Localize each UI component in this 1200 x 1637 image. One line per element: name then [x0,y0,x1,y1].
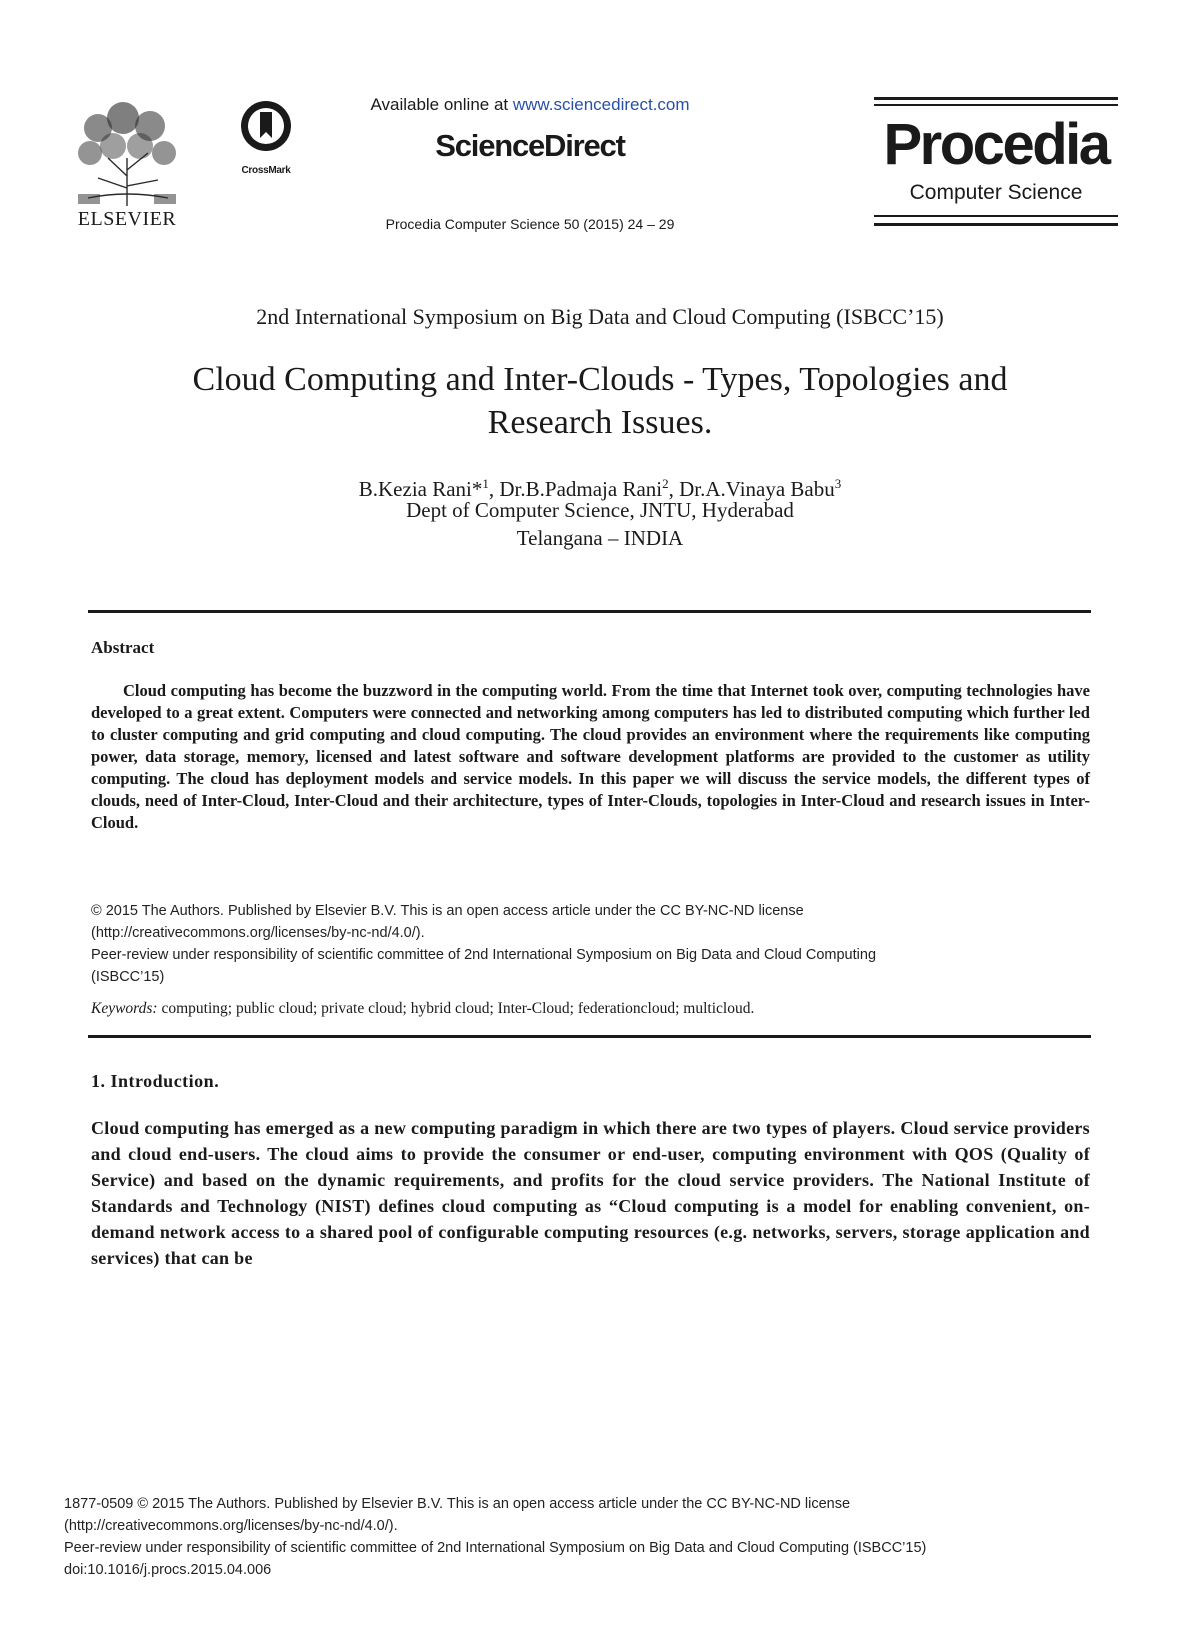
procedia-title: Procedia [883,112,1109,177]
abstract-text: Cloud computing has become the buzzword in the computing world. From the time that Internet took over, computing technologies have developed to a great extent. Computers were connected and networking among computers has led to distributed computing which further led to cluster computing and grid computing and cloud computing. The cloud provides an environment where the requirements like computing power, data storage, memory, licensed and latest software and software development platforms are provided to the customer as utility computing. The cloud has deployment models and service models. In this paper we will discuss the service models, the different types of clouds, need of Inter-Cloud, Inter-Cloud and their architecture, types of Inter-Clouds, topologies in Inter-Cloud and research issues in Inter-Cloud. [91,681,1090,832]
license-link[interactable]: (http://creativecommons.org/licenses/by-nc-nd/4.0/). [91,925,425,941]
journal-reference: Procedia Computer Science 50 (2015) 24 – 29 [385,216,675,232]
copyright-line: © 2015 The Authors. Published by Elsevier B.V. This is an open access article under the CC BY-NC-ND license [91,903,804,919]
author-separator: , [488,477,500,501]
footer-issn-line: 1877-0509 © 2015 The Authors. Published by Elsevier B.V. This is an open access article under the CC BY-NC-ND license [64,1496,851,1512]
footer-license-link[interactable]: (http://creativecommons.org/licenses/by-nc-nd/4.0/). [64,1518,398,1534]
author-affiliation-mark: 2 [662,476,669,491]
paper-title-line-2: Research Issues. [487,404,713,441]
sciencedirect-wordmark: ScienceDirect [435,128,625,163]
keywords-line [91,1000,1091,1018]
affiliation-line-2: Telangana – INDIA [516,526,684,550]
logo-rule-top [874,97,1118,100]
available-online-prefix: Available online at [370,95,513,114]
introduction-heading: 1. Introduction. [91,1071,220,1091]
procedia-subtitle: Computer Science [909,181,1083,204]
divider-bottom [88,1035,1091,1038]
crossmark-badge[interactable] [228,98,304,178]
paper-title-line-1: Cloud Computing and Inter-Clouds - Types, Topologies and [192,361,1008,398]
footer-peer-review-line: Peer-review under responsibility of scientific committee of 2nd International Symposium on Big Data and Cloud Computing (ISBCC’15) [64,1540,927,1556]
affiliation-line-1: Dept of Computer Science, JNTU, Hyderabad [406,498,794,522]
author-affiliation-mark: 3 [834,476,842,491]
author-name: B.Kezia Rani* [358,477,483,501]
elsevier-wordmark: ELSEVIER [77,208,177,230]
divider-top [88,610,1091,613]
procedia-journal-logo [874,97,1118,231]
keywords-label: Keywords: [91,1000,158,1017]
sciencedirect-link[interactable]: www.sciencedirect.com [512,95,690,114]
crossmark-label: CrossMark [241,165,291,176]
paper-title [100,358,1100,444]
footer-doi[interactable]: doi:10.1016/j.procs.2015.04.006 [64,1562,272,1578]
logo-rule-top-thin [874,104,1118,106]
author-separator: , [668,477,680,501]
crossmark-icon [238,98,294,158]
author-name: Dr.A.Vinaya Babu [679,477,835,501]
available-online-line [340,95,720,115]
author-affiliation-mark: 1 [482,476,489,491]
logo-rule-bottom-thin [874,215,1118,217]
logo-rule-bottom [874,223,1118,226]
author-name: Dr.B.Padmaja Rani [499,477,663,501]
introduction-text: Cloud computing has emerged as a new computing paradigm in which there are two types of players. Cloud service providers and cloud end-users. The cloud aims to provide the consumer or end-user, computing environment with QOS (Quality of Service) and based on the dynamic requirements, and profits for the cloud service providers. The National Institute of Standards and Technology (NIST) defines cloud computing as “Cloud computing is a model for enabling convenient, on-demand network access to a shared pool of configurable computing resources (e.g. networks, servers, storage application and services) that can be [91,1118,1090,1268]
keywords-list: computing; public cloud; private cloud; hybrid cloud; Inter-Cloud; federationcloud; multicloud. [157,1000,755,1017]
peer-review-line: Peer-review under responsibility of scientific committee of 2nd International Symposium on Big Data and Cloud Computing [91,947,877,963]
peer-review-line-2: (ISBCC’15) [91,969,165,985]
copyright-notice [91,900,1091,988]
symposium-name: 2nd International Symposium on Big Data and Cloud Computing (ISBCC’15) [256,304,944,329]
abstract-heading: Abstract [91,638,155,657]
page-footer [64,1493,1104,1581]
